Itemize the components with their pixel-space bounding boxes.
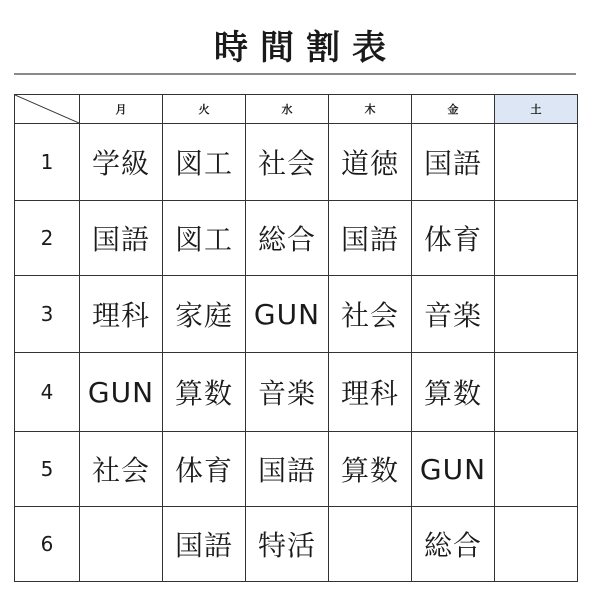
subject-cell[interactable]: 社会 [246,124,329,201]
title-underline [14,73,576,75]
subject-cell[interactable]: 国語 [163,507,246,582]
period-row-1 [15,124,578,201]
period-number: 2 [15,201,80,276]
period-number: 6 [15,507,80,582]
subject-cell[interactable] [495,201,578,276]
timetable [14,94,578,582]
subject-cell[interactable]: 国語 [80,201,163,276]
subject-cell[interactable]: 音楽 [412,276,495,353]
day-header-mon: 月 [80,95,163,124]
subject-cell[interactable] [495,124,578,201]
subject-cell[interactable] [495,276,578,353]
subject-cell[interactable]: GUN [412,432,495,507]
period-row-4 [15,353,578,432]
day-header-wed: 水 [246,95,329,124]
period-number: 3 [15,276,80,353]
subject-cell[interactable]: 国語 [412,124,495,201]
subject-cell[interactable]: 国語 [329,201,412,276]
subject-cell[interactable]: 総合 [412,507,495,582]
day-header-thu: 木 [329,95,412,124]
subject-cell[interactable]: 音楽 [246,353,329,432]
subject-cell[interactable]: 家庭 [163,276,246,353]
subject-cell[interactable]: 体育 [412,201,495,276]
day-header-sat: 土 [495,95,578,124]
subject-cell[interactable]: 特活 [246,507,329,582]
period-number: 4 [15,353,80,432]
diagonal-line [15,95,79,123]
subject-cell[interactable]: 総合 [246,201,329,276]
day-header-tue: 火 [163,95,246,124]
subject-cell[interactable]: GUN [246,276,329,353]
subject-cell[interactable]: GUN [80,353,163,432]
period-number: 5 [15,432,80,507]
subject-cell[interactable]: 図工 [163,201,246,276]
subject-cell[interactable]: 算数 [163,353,246,432]
period-row-3 [15,276,578,353]
period-row-2 [15,201,578,276]
subject-cell[interactable] [495,353,578,432]
page-title: 時間割表 [214,28,398,68]
subject-cell[interactable] [495,432,578,507]
subject-cell[interactable]: 社会 [80,432,163,507]
header-row [15,95,578,124]
period-row-5 [15,432,578,507]
subject-cell[interactable] [80,507,163,582]
subject-cell[interactable]: 国語 [246,432,329,507]
period-number: 1 [15,124,80,201]
subject-cell[interactable]: 算数 [412,353,495,432]
period-row-6 [15,507,578,582]
corner-cell [15,95,80,124]
subject-cell[interactable]: 図工 [163,124,246,201]
subject-cell[interactable]: 理科 [80,276,163,353]
subject-cell[interactable] [329,507,412,582]
subject-cell[interactable] [495,507,578,582]
subject-cell[interactable]: 学級 [80,124,163,201]
subject-cell[interactable]: 算数 [329,432,412,507]
day-header-fri: 金 [412,95,495,124]
subject-cell[interactable]: 理科 [329,353,412,432]
subject-cell[interactable]: 体育 [163,432,246,507]
subject-cell[interactable]: 社会 [329,276,412,353]
subject-cell[interactable]: 道徳 [329,124,412,201]
